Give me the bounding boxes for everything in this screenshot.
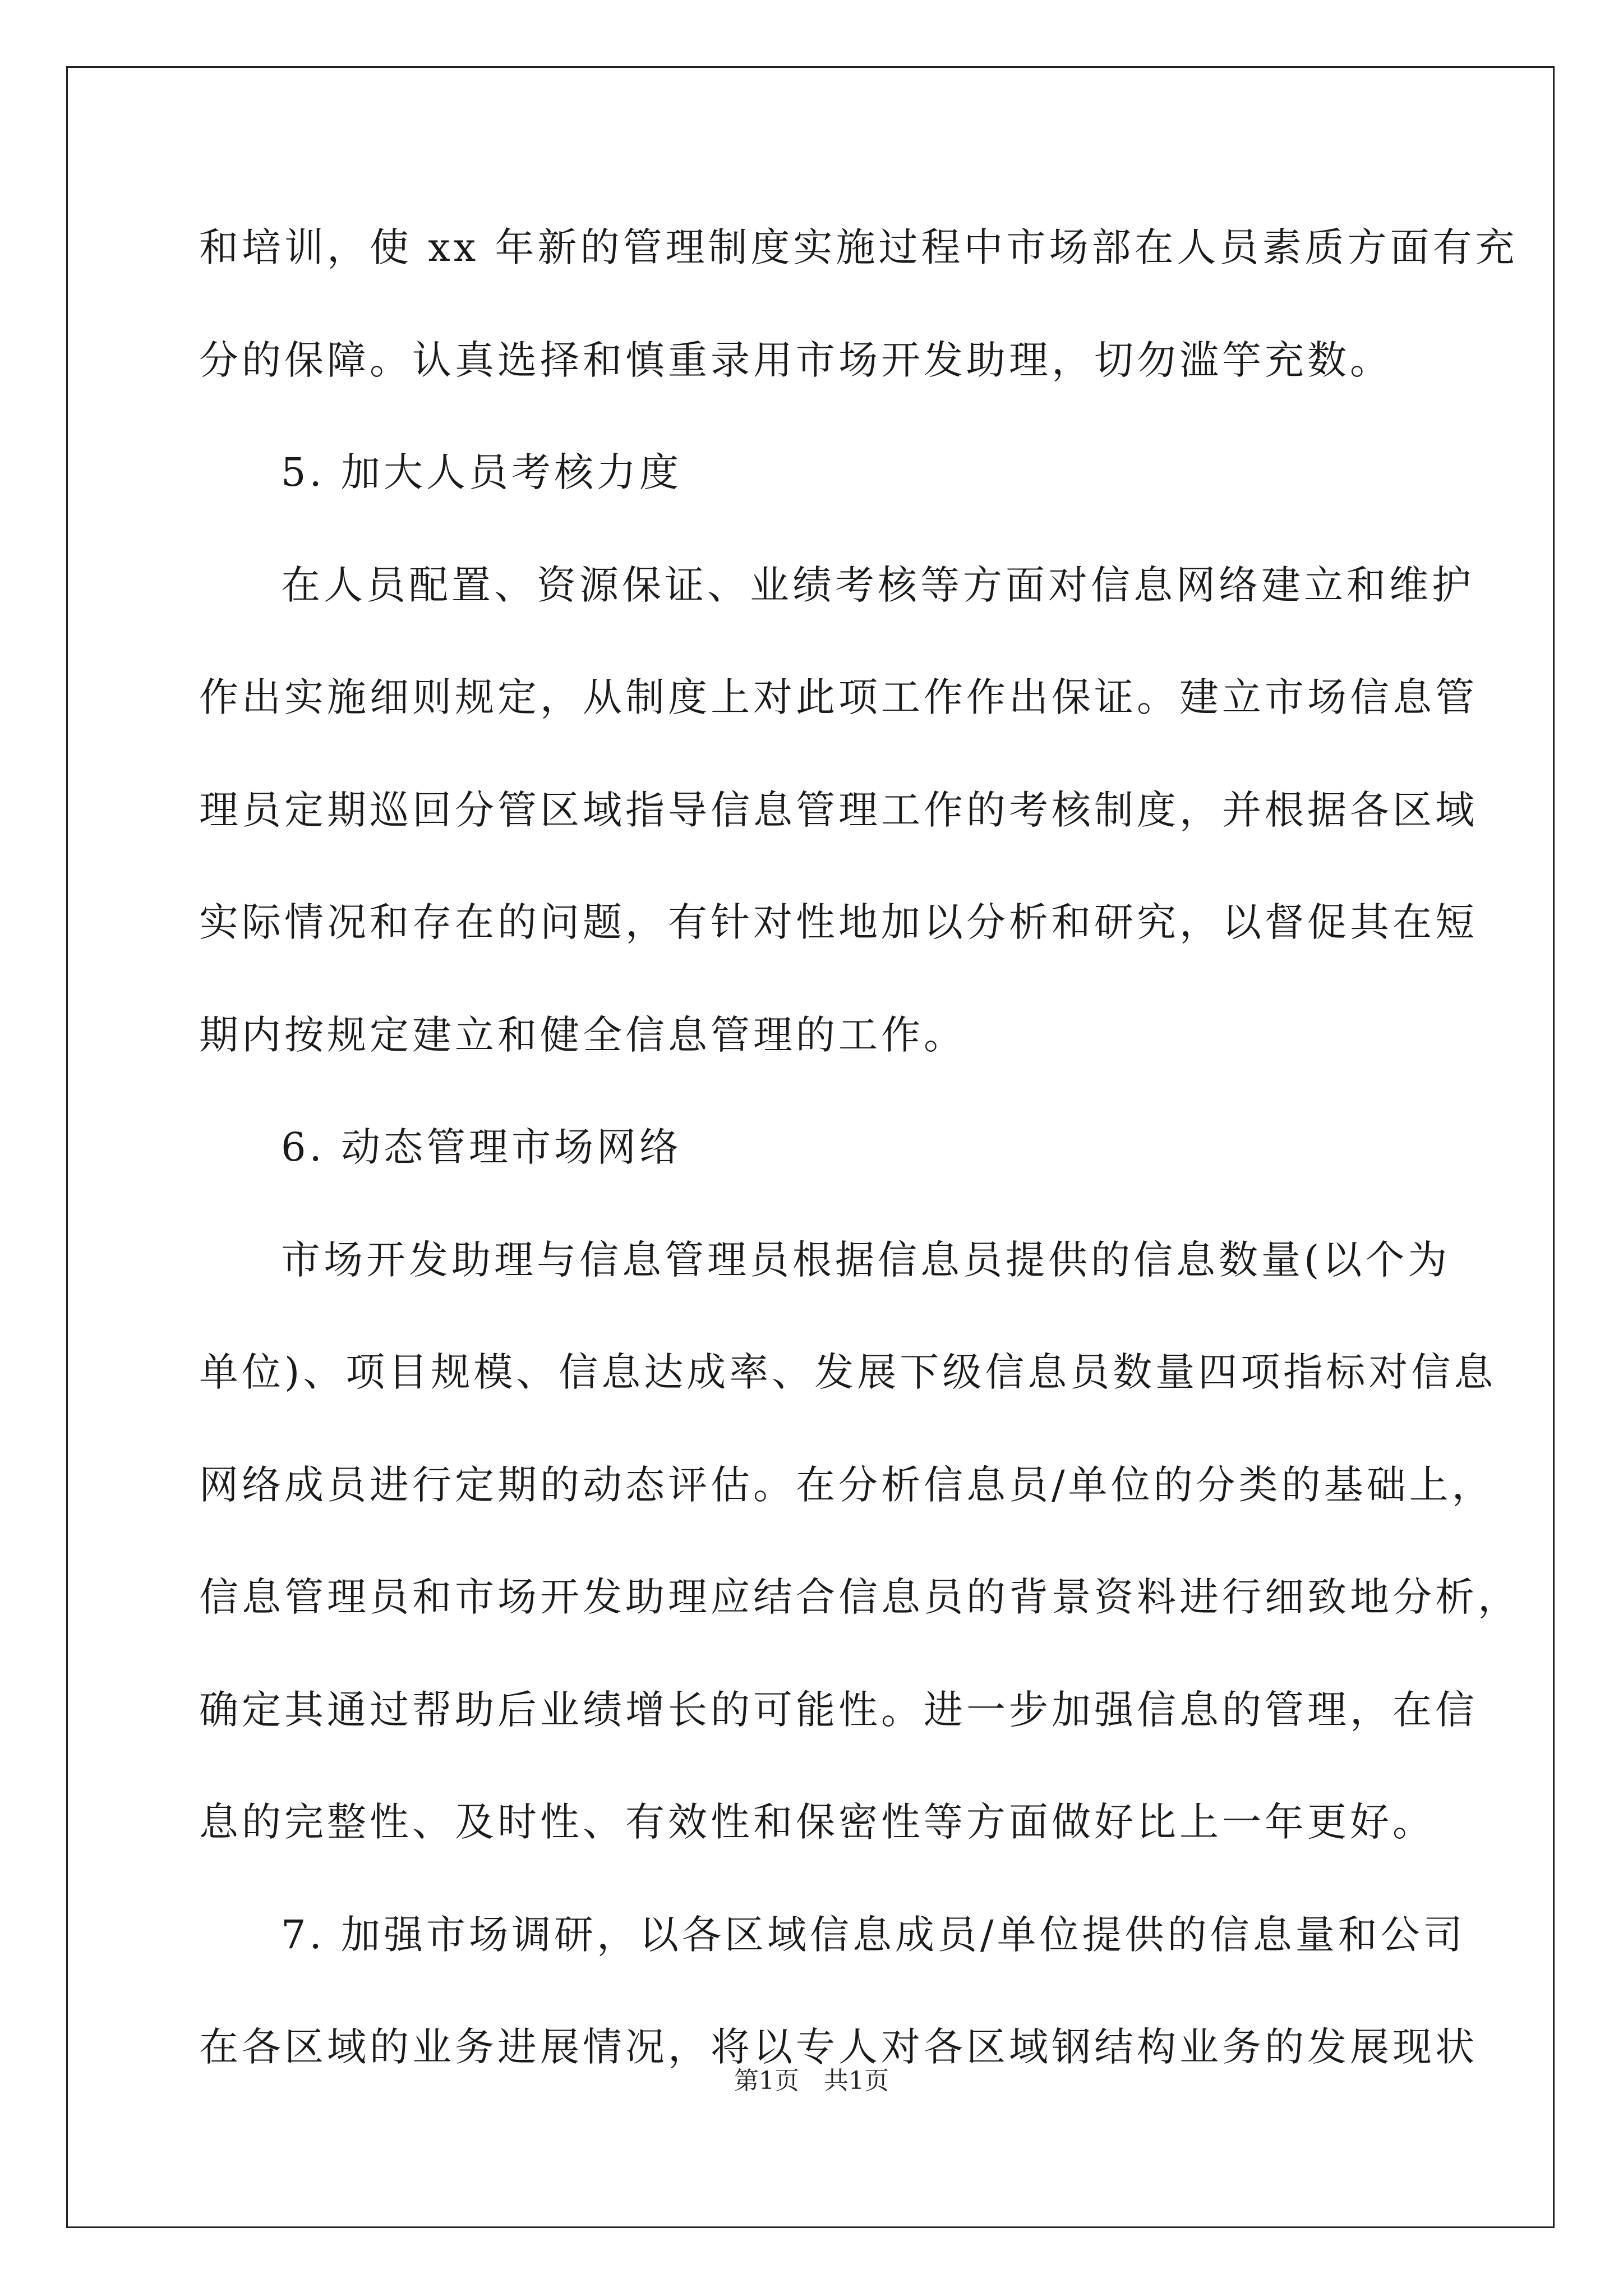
- text-line: 期内按规定建立和健全信息管理的工作。: [199, 1011, 966, 1058]
- text-line: 分的保障。认真选择和慎重录用市场开发助理，切勿滥竽充数。: [199, 337, 1393, 383]
- text-line: 和培训，使 xx 年新的管理制度实施过程中市场部在人员素质方面有充: [199, 224, 1518, 270]
- text-line: 信息管理员和市场开发助理应结合信息员的背景资料进行细致地分析，: [199, 1574, 1520, 1620]
- text-line: 理员定期巡回分管区域指导信息管理工作的考核制度，并根据各区域: [199, 786, 1478, 833]
- text-line: 单位)、项目规模、信息达成率、发展下级信息员数量四项指标对信息: [199, 1349, 1497, 1395]
- text-line: 息的完整性、及时性、有效性和保密性等方面做好比上一年更好。: [199, 1799, 1435, 1845]
- text-line: 在各区域的业务进展情况，将以专人对各区域钢结构业务的发展现状: [199, 2024, 1478, 2070]
- page-footer: 第1页 共1页: [734, 2067, 889, 2095]
- text-line: 市场开发助理与信息管理员根据信息员提供的信息数量(以个为: [281, 1236, 1451, 1283]
- text-line: 实际情况和存在的问题，有针对性地加以分析和研究，以督促其在短: [199, 899, 1478, 945]
- text-line: 7. 加强市场调研，以各区域信息成员/单位提供的信息量和公司: [281, 1911, 1466, 1958]
- text-line: 确定其通过帮助后业绩增长的可能性。进一步加强信息的管理，在信: [199, 1686, 1478, 1733]
- text-line: 在人员配置、资源保证、业绩考核等方面对信息网络建立和维护: [281, 562, 1474, 608]
- text-line: 6. 动态管理市场网络: [281, 1124, 683, 1170]
- text-line: 网络成员进行定期的动态评估。在分析信息员/单位的分类的基础上，: [199, 1461, 1495, 1508]
- text-line: 作出实施细则规定，从制度上对此项工作作出保证。建立市场信息管: [199, 674, 1478, 720]
- text-line: 5. 加大人员考核力度: [281, 449, 683, 495]
